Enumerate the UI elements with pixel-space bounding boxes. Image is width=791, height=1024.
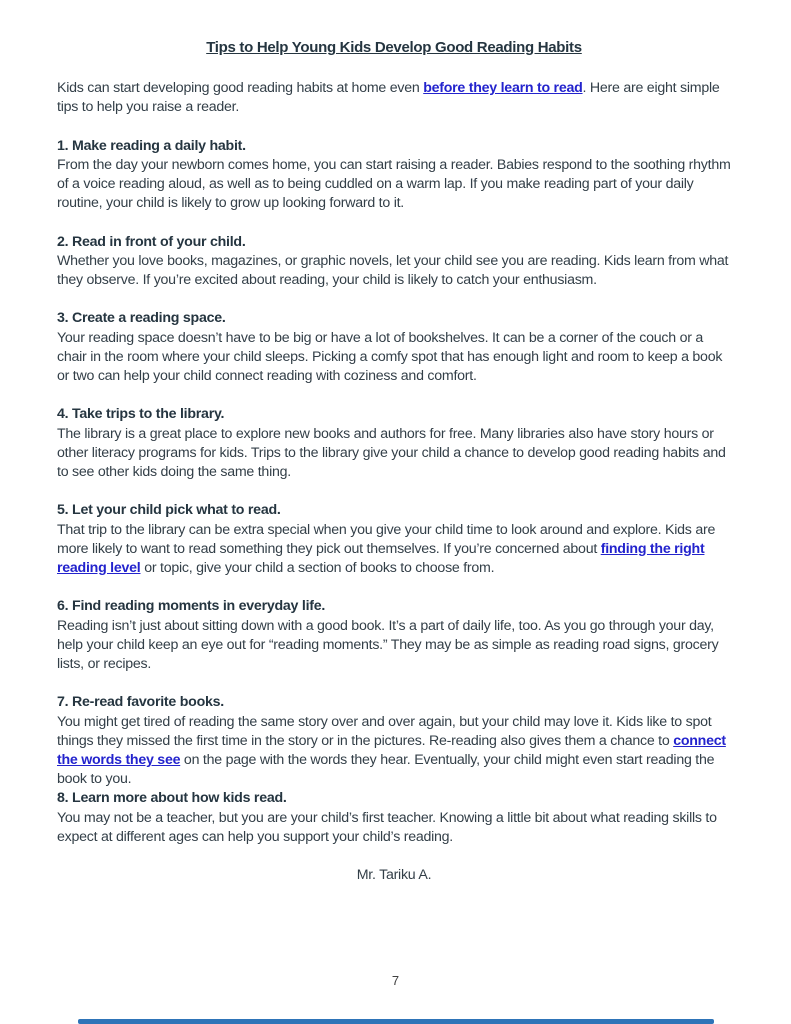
inline-link[interactable]: connect the words they see (57, 732, 726, 768)
text-run: From the day your newborn comes home, you can start raising a reader. Babies respond to the soothing rhythm of a voice reading aloud, as well as to being cuddled on a warm lap. If you make reading part of your daily routine, your child is likely to grow up looking forward to it. (57, 156, 731, 212)
text-run: on the page with the words they hear. Eventually, your child might even start reading the book to you. (57, 752, 715, 788)
section-heading: 7. Re-read favorite books. (57, 694, 224, 711)
tip-section (57, 137, 731, 214)
section-body (57, 156, 731, 214)
page-number: 7 (391, 973, 400, 988)
section-body (57, 425, 731, 483)
text-run: . Here are eight simple tips to help you raise a reader. (57, 80, 720, 116)
tip-section (57, 233, 731, 291)
section-heading: 2. Read in front of your child. (57, 233, 246, 250)
section-body (57, 252, 731, 290)
tip-section (57, 501, 731, 578)
text-run: You might get tired of reading the same story over and over again, but your child may love it. Kids like to spot things they missed the first time in the story or in the pictures. Re-reading also gives them a chance to (57, 713, 712, 749)
section-heading: 6. Find reading moments in everyday life. (57, 598, 326, 615)
page-title: Tips to Help Young Kids Develop Good Reading Habits (206, 39, 582, 56)
section-heading: 4. Take trips to the library. (57, 406, 225, 423)
tip-section (57, 597, 731, 674)
text-run: The library is a great place to explore new books and authors for free. Many libraries also have story hours or other literacy programs for kids. Trips to the library give your child a chance to develop good reading habits and to see other kids doing the same thing. (57, 425, 726, 480)
author-line: Mr. Tariku A. (356, 867, 432, 884)
section-heading: 3. Create a reading space. (57, 310, 226, 327)
text-run: or topic, give your child a section of books to choose from. (140, 560, 495, 576)
inline-link[interactable]: before they learn to read (423, 80, 583, 96)
section-body (57, 809, 731, 847)
text-run: You may not be a teacher, but you are your child’s first teacher. Knowing a little bit about what reading skills to expect at different ages can help you support your child’s reading. (57, 809, 717, 845)
section-body (57, 713, 731, 790)
text-run: Reading isn’t just about sitting down with a good book. It’s a part of daily life, too. As you go through your day, help your child keep an eye out for “reading moments.” They may be as simple as reading road signs, grocery lists, or recipes. (57, 617, 719, 672)
section-heading: 1. Make reading a daily habit. (57, 137, 246, 154)
tip-section (57, 405, 731, 482)
text-run: Kids can start developing good reading habits at home even (57, 80, 424, 96)
sections-container (57, 137, 731, 847)
intro-paragraph (57, 79, 731, 117)
tip-section (57, 693, 731, 789)
text-run: Whether you love books, magazines, or graphic novels, let your child see you are reading. Kids learn from what they observe. If you’re excited about reading, your child is likely to catch your enthusiasm. (57, 252, 729, 288)
section-heading: 5. Let your child pick what to read. (57, 502, 281, 519)
text-run: Your reading space doesn’t have to be big or have a lot of bookshelves. It can be a corner of the couch or a chair in the room where your child sleeps. Picking a comfy spot that has enough light and room to keep a book or two can help your child connect reading with coziness and comfort. (57, 329, 723, 384)
section-body (57, 329, 731, 387)
section-body (57, 617, 731, 675)
section-body (57, 521, 731, 579)
tip-section (57, 309, 731, 386)
tip-section (57, 789, 731, 847)
inline-link[interactable]: finding the right reading level (57, 540, 705, 576)
horizontal-scrollbar[interactable] (78, 1019, 714, 1024)
text-run: That trip to the library can be extra special when you give your child time to look around and explore. Kids are more likely to want to read something they pick out themselves. If you’re concerned about (57, 521, 716, 557)
section-heading: 8. Learn more about how kids read. (57, 790, 287, 807)
